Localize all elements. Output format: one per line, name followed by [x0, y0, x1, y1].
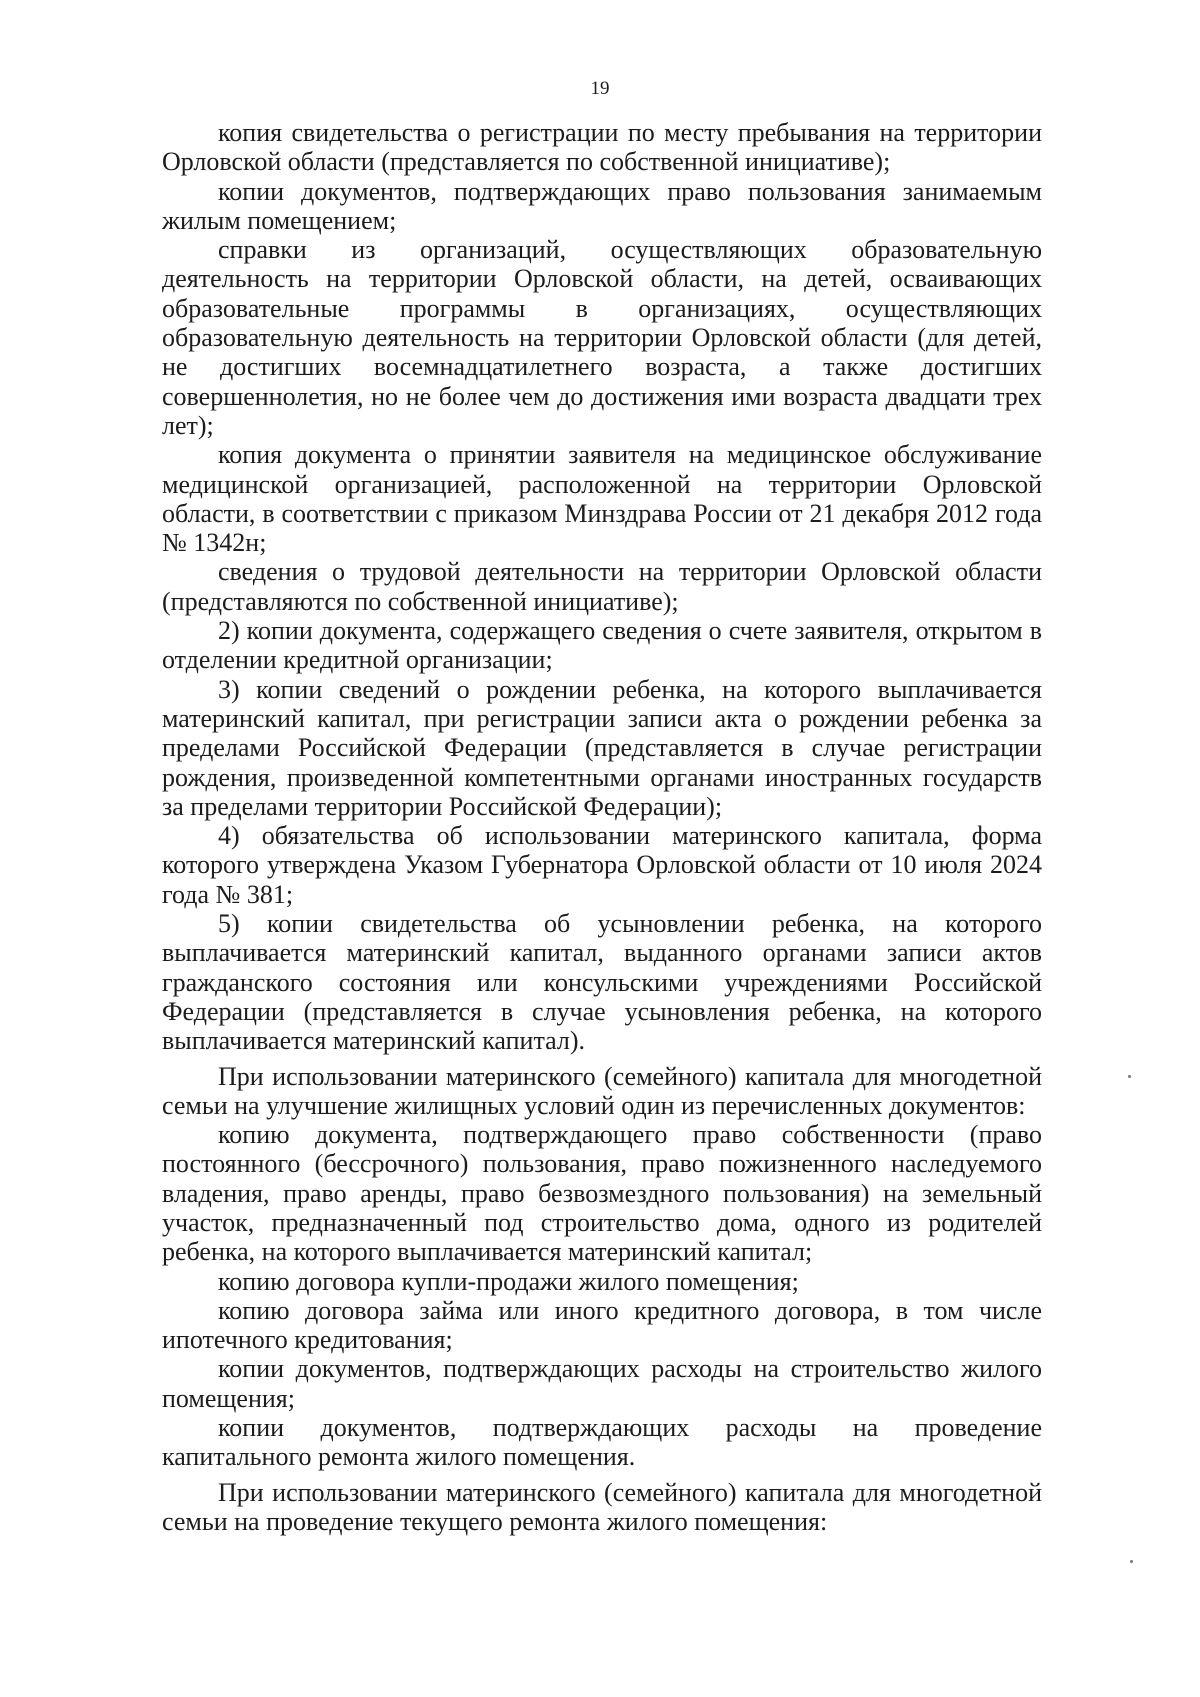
paragraph: 2) копии документа, содержащего сведения о счете заявителя, открытом в отделении кредитной организации; [162, 616, 1042, 675]
paragraph: копию договора займа или иного кредитного договора, в том числе ипотечного кредитования; [162, 1295, 1042, 1355]
paragraph: 5) копии свидетельства об усыновлении ребенка, на которого выплачивается материнский капитал, выданного органами записи актов гражданского состояния или консульскими учреждениями Российской Федерации (представляется в случае усыновления ребенка, на которого выплачивается материнский капитал). [162, 909, 1042, 1056]
paragraph: копии документов, подтверждающих расходы на строительство жилого помещения; [162, 1354, 1042, 1413]
paragraph: копии документов, подтверждающих право пользования занимаемым жилым помещением; [162, 176, 1042, 235]
paragraph: 4) обязательства об использовании материнского капитала, форма которого утверждена Указом Губернатора Орловской области от 10 июля 2024 года № 381; [162, 821, 1042, 909]
paragraph: При использовании материнского (семейного) капитала для многодетной семьи на проведение текущего ремонта жилого помещения: [162, 1477, 1042, 1536]
paragraph: копия документа о принятии заявителя на медицинское обслуживание медицинской организацией, расположенной на территории Орловской области, в соответствии с приказом Минздрава России от 21 декабря 2012 года № 1342н; [162, 440, 1042, 558]
paragraph: сведения о трудовой деятельности на территории Орловской области (представляются по собственной инициативе); [162, 557, 1042, 616]
paragraph: копию договора купли-продажи жилого помещения; [218, 1266, 799, 1296]
paragraph: копию документа, подтверждающего право собственности (право постоянного (бессрочного) пользования, право пожизненного наследуемого владения, право аренды, право безвозмездного пользования) на земельный участок, предназначенный под строительство дома, одного из родителей ребенка, на которого выплачивается материнский капитал; [162, 1120, 1042, 1267]
paragraph: 3) копии сведений о рождении ребенка, на которого выплачивается материнский капитал, при регистрации записи акта о рождении ребенка за пределами Российской Федерации (представляется в случае регистрации рождения, произведенной компетентными органами иностранных государств за пределами территории Российской Федерации); [162, 674, 1042, 821]
document-body [162, 118, 1042, 1536]
paragraph: копии документов, подтверждающих расходы на проведение капитального ремонта жилого помещения. [162, 1413, 1042, 1472]
scan-speck [1130, 1560, 1133, 1563]
scan-speck [1128, 1075, 1131, 1078]
paragraph: справки из организаций, осуществляющих образовательную деятельность на территории Орловской области, на детей, осваивающих образовательные программы в организациях, осуществляющих образовательную деятельность на территории Орловской области (для детей, не достигших восемнадцатилетнего возраста, а также достигших совершеннолетия, но не более чем до достижения ими возраста двадцати трех лет); [162, 235, 1042, 440]
paragraph: При использовании материнского (семейного) капитала для многодетной семьи на улучшение жилищных условий один из перечисленных документов: [162, 1061, 1042, 1120]
page-number: 19 [590, 78, 610, 99]
paragraph: копия свидетельства о регистрации по месту пребывания на территории Орловской области (представляется по собственной инициативе); [162, 118, 1042, 177]
